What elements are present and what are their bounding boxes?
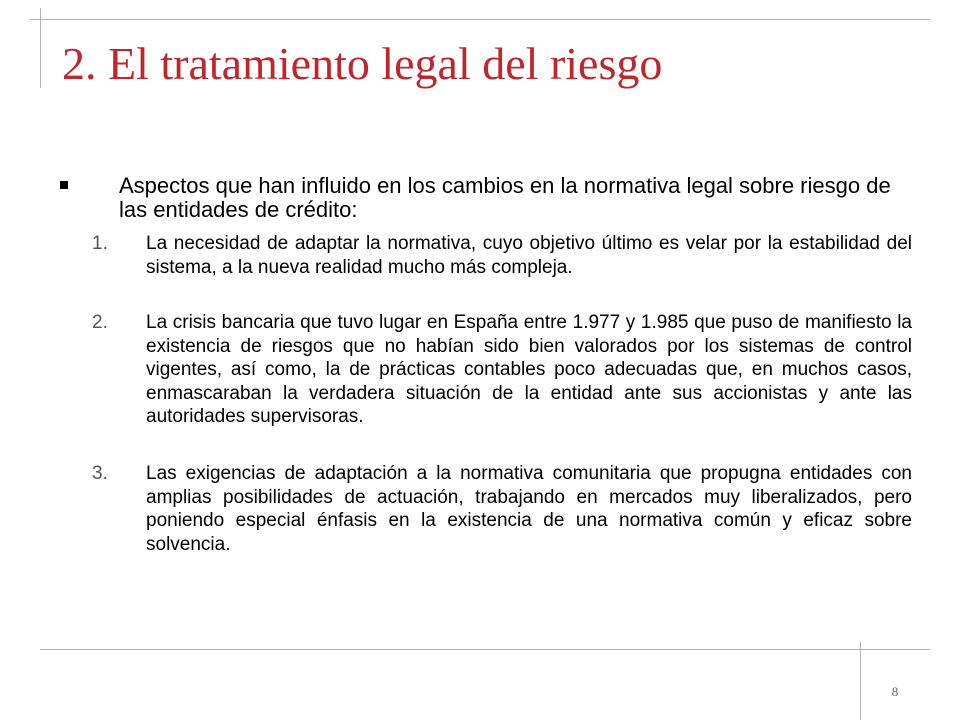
square-bullet-icon xyxy=(60,181,68,189)
page-number: 8 xyxy=(891,684,899,699)
top-rule xyxy=(30,19,930,20)
list-item-text: Las exigencias de adaptación a la normativa comunitaria que propugna entidades con amplias posibilidades de actuación, trabajando en mercados muy liberalizados, pero poniendo especial énfasis en la existencia de una normativa común y eficaz sobre solvencia. xyxy=(146,463,912,555)
bottom-rule xyxy=(40,649,930,650)
left-rule xyxy=(40,8,41,88)
list-item-text: La crisis bancaria que tuvo lugar en España entre 1.977 y 1.985 que puso de manifiesto la existencia de riesgos que no habían sido bien valorados por los sistemas de control vigentes, así como, la de prácticas contables poco adecuadas que, en muchos casos, enmascaraban la verdadera situación de la entidad ante sus accionistas y ante las autoridades supervisoras. xyxy=(146,312,912,428)
main-bullet-text: Aspectos que han influido en los cambios en la normativa legal sobre riesgo de las entidades de crédito: xyxy=(119,173,891,222)
list-item-number: 3. xyxy=(92,463,108,484)
list-item-text: La necesidad de adaptar la normativa, cuyo objetivo último es velar por la estabilidad del sistema, a la nueva realidad mucho más compleja. xyxy=(146,233,912,278)
slide-title: 2. El tratamiento legal del riesgo xyxy=(62,38,663,89)
page-number-rule xyxy=(860,642,861,720)
list-item-number: 1. xyxy=(92,233,108,254)
list-item-number: 2. xyxy=(92,312,108,333)
